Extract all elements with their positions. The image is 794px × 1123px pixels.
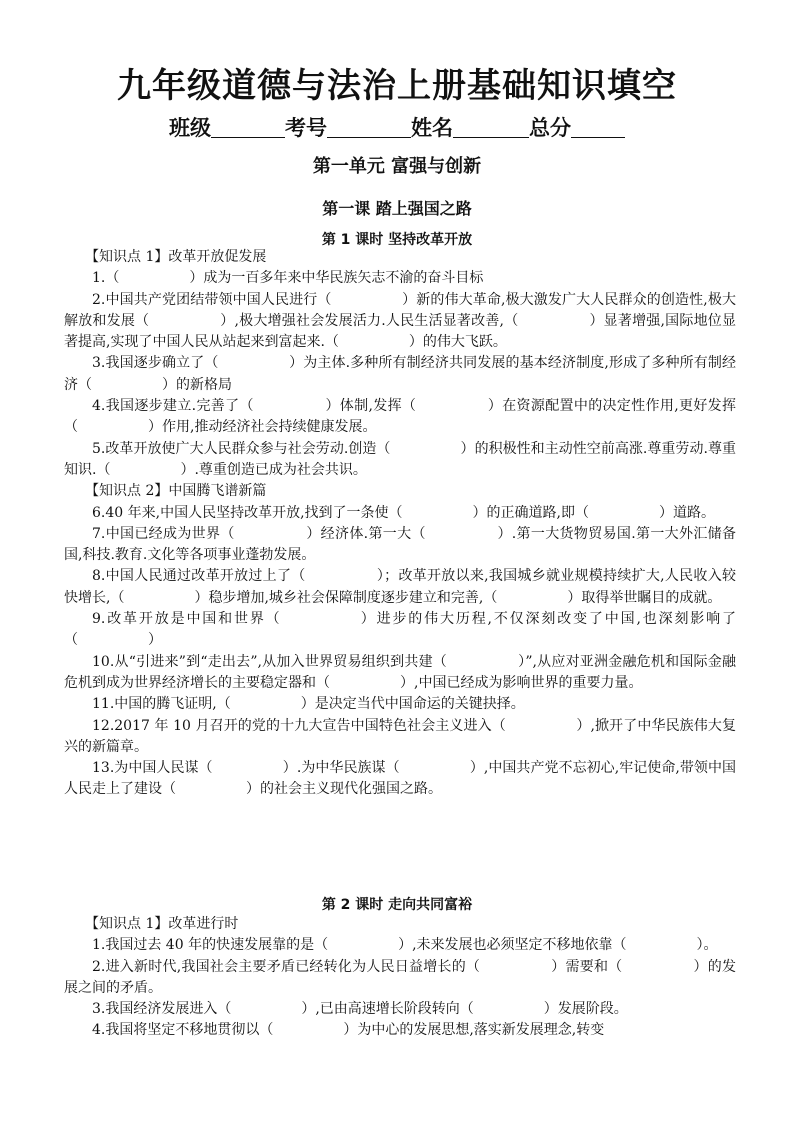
question-item: 13.为中国人民谋（ ）.为中华民族谋（ ）,中国共产党不忘初心,牢记使命,带领中国人民走上了建设（ ）的社会主义现代化强国之路。 xyxy=(64,760,736,798)
question-item: 7.中国已经成为世界（ ）经济体.第一大（ ）.第一大货物贸易国.第一大外汇储备国,科技.教育.文化等各项事业蓬勃发展。 xyxy=(64,525,736,564)
question-item: 4.我国将坚定不移地贯彻以（ ）为中心的发展思想,落实新发展理念,转变 xyxy=(92,1022,605,1039)
question-item: 9.改革开放是中国和世界（ ）进步的伟大历程,不仅深刻改变了中国,也深刻影响了（ ） xyxy=(64,611,736,649)
question-item: 3.我国逐步确立了（ ）为主体.多种所有制经济共同发展的基本经济制度,形成了多种所有制经济（ ）的新格局 xyxy=(64,355,736,393)
period-2-title: 第 2 课时 走向共同富裕 xyxy=(321,897,473,913)
knowledge-point-heading: 【知识点 1】改革进行时 xyxy=(85,916,239,932)
question-item: 3.我国经济发展进入（ ）,已由高速增长阶段转向（ ）发展阶段。 xyxy=(92,1001,628,1018)
question-item: 11.中国的腾飞证明,（ ）是决定当代中国命运的关键抉择。 xyxy=(92,696,525,713)
question-item: 12.2017 年 10 月召开的党的十九大宣告中国特色社会主义进入（ ）,掀开了中华民族伟大复兴的新篇章。 xyxy=(64,717,736,755)
question-item: 1.（ ）成为一百多年来中华民族矢志不渝的奋斗目标 xyxy=(92,270,484,287)
exam-no-label: 考号 xyxy=(285,116,327,140)
unit-title: 第一单元 富强与创新 xyxy=(312,156,482,177)
exam-no-blank[interactable] xyxy=(327,117,411,138)
knowledge-point-heading: 【知识点 2】中国腾飞谱新篇 xyxy=(85,483,267,500)
name-label: 姓名 xyxy=(411,116,453,140)
period-1-title: 第 1 课时 坚持改革开放 xyxy=(321,232,473,248)
period-2-questions xyxy=(64,914,736,1042)
question-item: 8.中国人民通过改革开放过上了（ ）；改革开放以来,我国城乡就业规模持续扩大,人民收入较快增长,（ ）稳步增加,城乡社会保障制度逐步建立和完善,（ ）取得举世瞩目的成就。 xyxy=(64,568,736,606)
question-item: 2.中国共产党团结带领中国人民进行（ ）新的伟大革命,极大激发广大人民群众的创造性,极大解放和发展（ ）,极大增强社会发展活力.人民生活显著改善,（ ）显著增强,国际地位显著提高,实现了中国人民从站起来到富起来.（ ）的伟大飞跃。 xyxy=(64,291,736,351)
period-1-questions xyxy=(64,247,736,801)
question-item: 5.改革开放使广大人民群众参与社会劳动.创造（ ）的积极性和主动性空前高涨.尊重劳动.尊重知识.（ ）.尊重创造已成为社会共识。 xyxy=(64,440,736,478)
question-item: 6.40 年来,中国人民坚持改革开放,找到了一条使（ ）的正确道路,即（ ）道路。 xyxy=(92,504,715,521)
name-blank[interactable] xyxy=(453,117,529,138)
question-item: 4.我国逐步建立.完善了（ ）体制,发挥（ ）在资源配置中的决定性作用,更好发挥（ ）作用,推动经济社会持续健康发展。 xyxy=(64,398,736,436)
question-item: 10.从“引进来”到“走出去”,从加入世界贸易组织到共建（ ）”,从应对亚洲金融危机和国际金融危机到成为世界经济增长的主要稳定器和（ ）,中国已经成为影响世界的重要力量。 xyxy=(64,653,736,691)
lesson-title: 第一课 踏上强国之路 xyxy=(322,199,472,218)
score-blank[interactable] xyxy=(571,117,625,138)
student-info-line xyxy=(0,112,794,142)
class-label: 班级 xyxy=(169,116,211,140)
class-blank[interactable] xyxy=(211,117,285,138)
page-title: 九年级道德与法治上册基础知识填空 xyxy=(117,66,677,106)
question-item: 1.我国过去 40 年的快速发展靠的是（ ）,未来发展也必须坚定不移地依靠（ ）。 xyxy=(92,937,718,954)
score-label: 总分 xyxy=(529,116,571,140)
question-item: 2.进入新时代,我国社会主要矛盾已经转化为人民日益增长的（ ）需要和（ ）的发展之间的矛盾。 xyxy=(64,958,736,996)
knowledge-point-heading: 【知识点 1】改革开放促发展 xyxy=(85,249,267,265)
